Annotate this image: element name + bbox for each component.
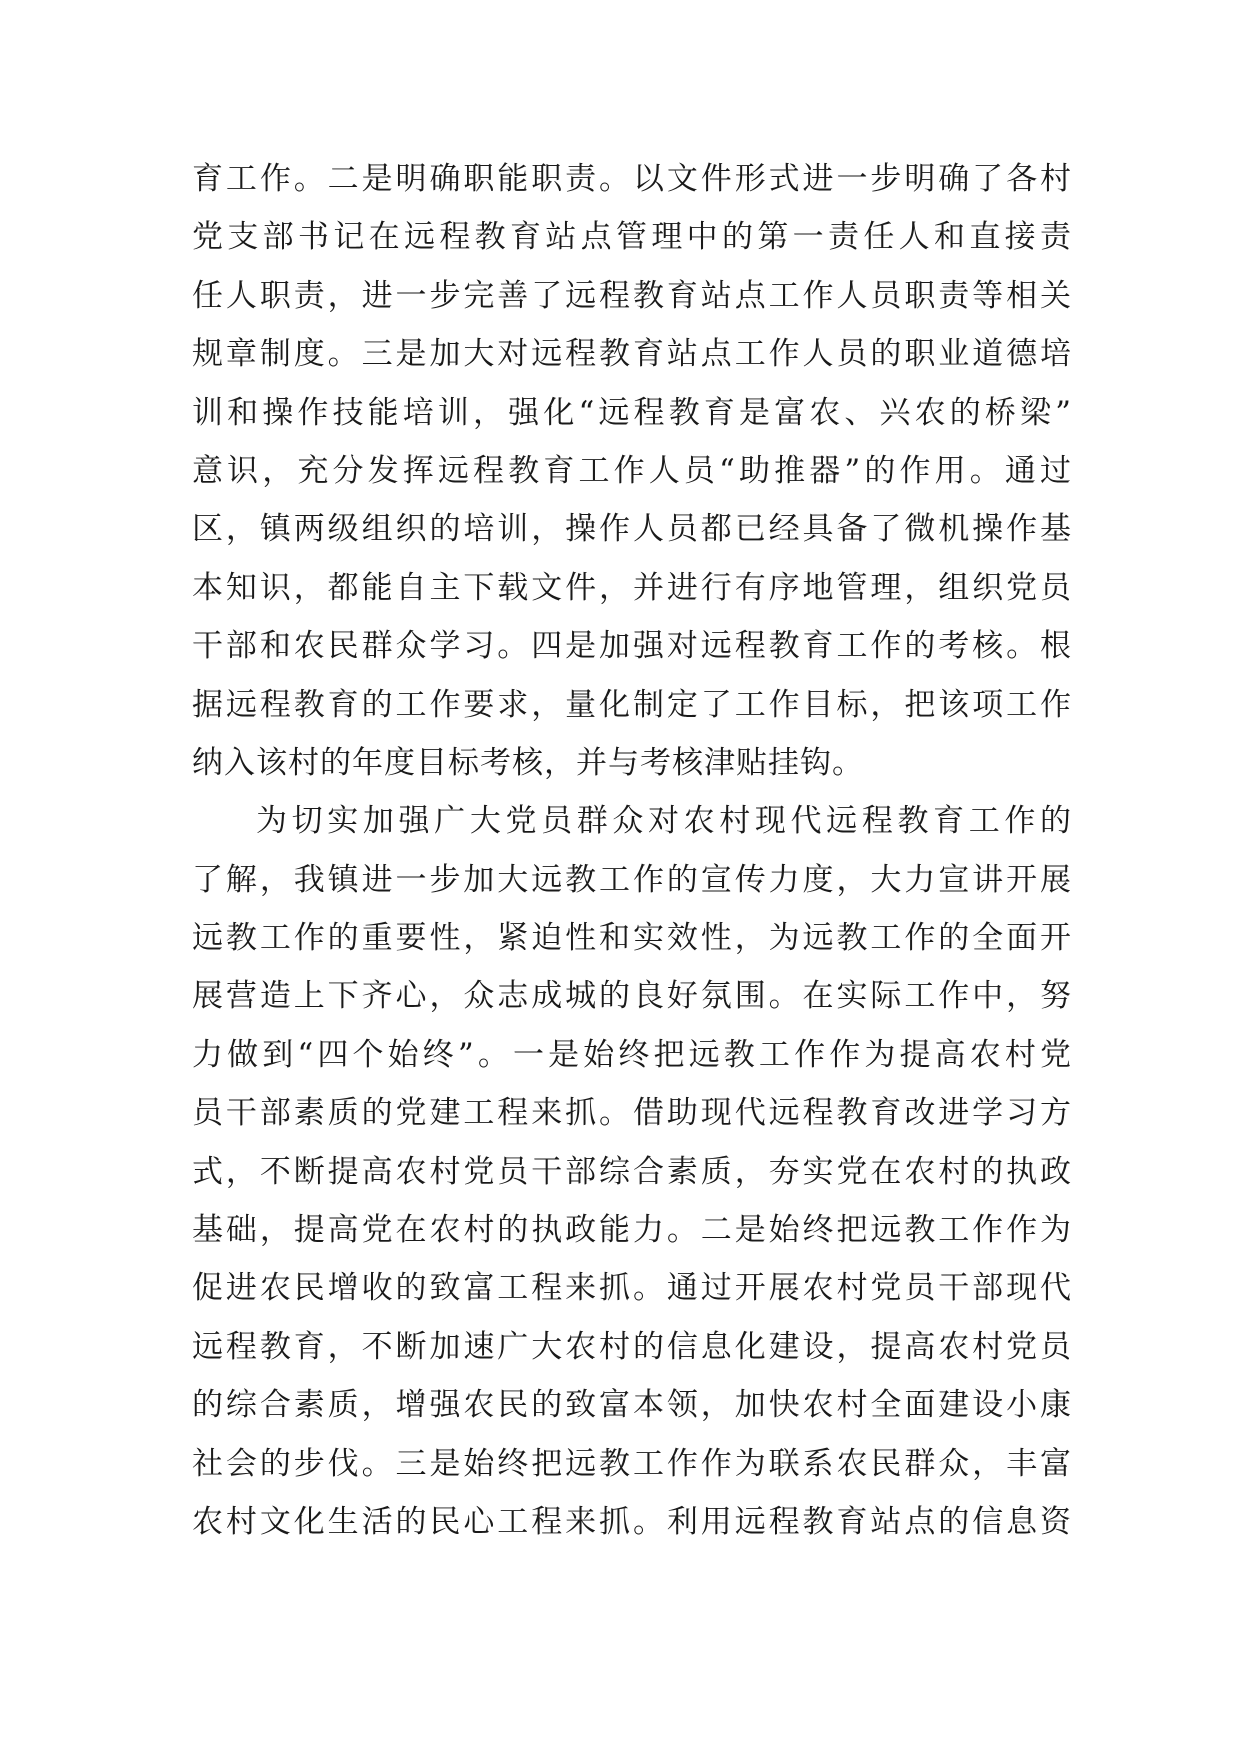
text-line: 据远程教育的工作要求，量化制定了工作目标，把该项工作 [192,686,1072,723]
text-line: 意识，充分发挥远程教育工作人员“助推器”的作用。通过 [192,452,1072,489]
text-line: 纳入该村的年度目标考核，并与考核津贴挂钩。 [192,744,864,781]
text-line: 式，不断提高农村党员干部综合素质，夯实党在农村的执政 [192,1153,1072,1190]
text-line: 远程教育，不断加速广大农村的信息化建设，提高农村党员 [192,1328,1072,1365]
text-line: 的综合素质，增强农民的致富本领，加快农村全面建设小康 [192,1387,1072,1424]
text-line: 社会的步伐。三是始终把远教工作作为联系农民群众，丰富 [192,1445,1072,1482]
text-line: 规章制度。三是加大对远程教育站点工作人员的职业道德培 [192,336,1072,373]
text-line: 农村文化生活的民心工程来抓。利用远程教育站点的信息资 [192,1503,1072,1540]
text-line: 展营造上下齐心，众志成城的良好氛围。在实际工作中，努 [192,978,1072,1015]
paragraph-start-line: 为切实加强广大党员群众对农村现代远程教育工作的 [256,803,1072,840]
text-line: 干部和农民群众学习。四是加强对远程教育工作的考核。根 [192,628,1072,665]
text-line: 任人职责，进一步完善了远程教育站点工作人员职责等相关 [192,277,1072,314]
text-line: 促进农民增收的致富工程来抓。通过开展农村党员干部现代 [192,1270,1072,1307]
text-line: 基础，提高党在农村的执政能力。二是始终把远教工作作为 [192,1212,1072,1249]
text-line: 员干部素质的党建工程来抓。借助现代远程教育改进学习方 [192,1095,1072,1132]
text-line: 本知识，都能自主下载文件，并进行有序地管理，组织党员 [192,569,1072,606]
text-line: 党支部书记在远程教育站点管理中的第一责任人和直接责 [192,219,1072,256]
text-line: 训和操作技能培训，强化“远程教育是富农、兴农的桥梁” [192,394,1072,431]
body-text [192,150,1072,1551]
text-line: 远教工作的重要性，紧迫性和实效性，为远教工作的全面开 [192,920,1072,957]
text-line: 力做到“四个始终”。一是始终把远教工作作为提高农村党 [192,1036,1072,1073]
text-line: 区，镇两级组织的培训，操作人员都已经具备了微机操作基 [192,511,1072,548]
text-line: 育工作。二是明确职能职责。以文件形式进一步明确了各村 [192,161,1072,197]
text-line: 了解，我镇进一步加大远教工作的宣传力度，大力宣讲开展 [192,861,1072,898]
